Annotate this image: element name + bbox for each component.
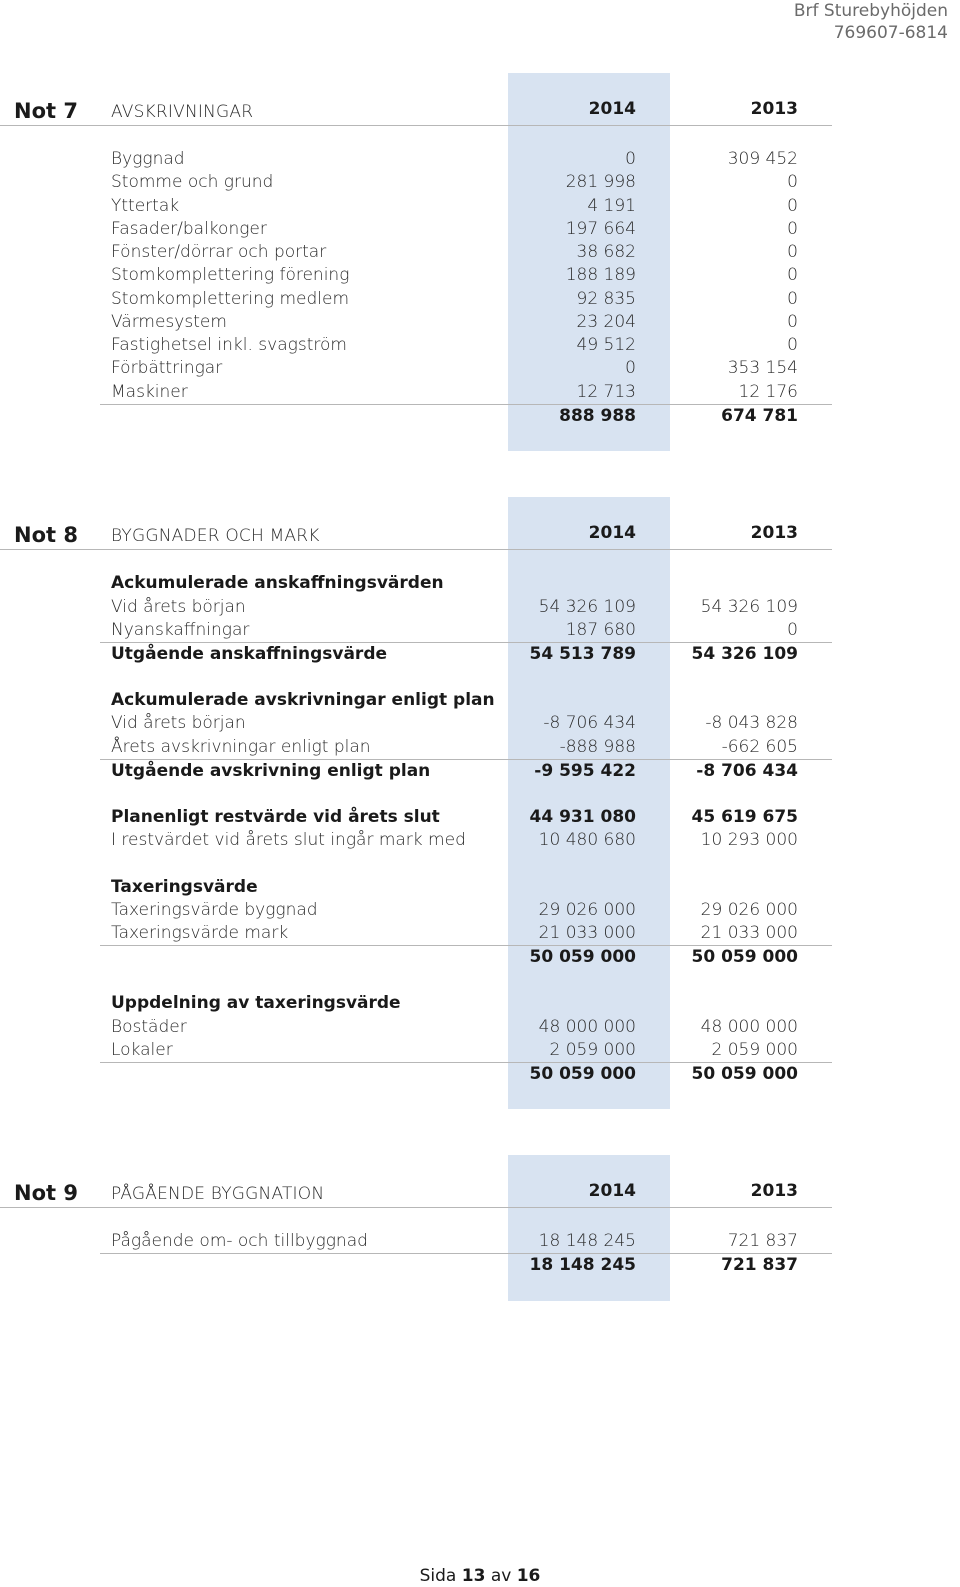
- row-label: Fastighetsel inkl. svagström: [111, 335, 347, 355]
- org-name: Brf Sturebyhöjden: [793, 1, 948, 21]
- row-value-2013: -662 605: [721, 737, 798, 757]
- row-label: I restvärdet vid årets slut ingår mark med: [111, 830, 466, 850]
- row-value-2013: -8 043 828: [705, 713, 798, 733]
- row-label: Stomme och grund: [111, 172, 274, 192]
- row-value-2013: 309 452: [727, 149, 798, 169]
- row-label: Utgående avskrivning enligt plan: [111, 761, 431, 781]
- row-label: Taxeringsvärde mark: [111, 923, 289, 943]
- row-value-2013: 0: [787, 289, 798, 309]
- org-number: 769607-6814: [833, 23, 948, 43]
- note7-year-2013: 2013: [750, 99, 798, 119]
- row-label: Planenligt restvärde vid årets slut: [111, 807, 440, 827]
- note9-year-2014: 2014: [588, 1181, 636, 1201]
- row-value-2013: 0: [787, 196, 798, 216]
- row-value-2013: 0: [787, 312, 798, 332]
- note7-title: AVSKRIVNINGAR: [111, 102, 254, 122]
- row-value-2013: 12 176: [738, 382, 798, 402]
- tax-value-total-2013: 50 059 000: [691, 947, 798, 967]
- row-value-2014: 48 000 000: [538, 1017, 636, 1037]
- row-label: Yttertak: [111, 196, 180, 216]
- row-value-2014: 12 713: [576, 382, 636, 402]
- note8-label: Not 8: [14, 523, 78, 547]
- note9-label: Not 9: [14, 1181, 78, 1205]
- row-label: Vid årets början: [111, 713, 246, 733]
- page-footer: [0, 1565, 960, 1587]
- row-label: Fasader/balkonger: [111, 219, 267, 239]
- footer-separator: av: [490, 1566, 512, 1586]
- row-label: Årets avskrivningar enligt plan: [111, 737, 371, 757]
- row-value-2013: 54 326 109: [691, 644, 798, 664]
- row-value-2014: 18 148 245: [538, 1231, 636, 1251]
- row-value-2013: 45 619 675: [691, 807, 798, 827]
- row-value-2013: 0: [787, 219, 798, 239]
- note9-total-2013: 721 837: [721, 1255, 798, 1275]
- row-label: Utgående anskaffningsvärde: [111, 644, 388, 664]
- footer-page-total: 16: [516, 1566, 541, 1586]
- row-value-2013: 721 837: [727, 1231, 798, 1251]
- note9-highlight-column: [508, 1155, 670, 1301]
- row-value-2013: 29 026 000: [700, 900, 798, 920]
- row-value-2014: 54 513 789: [529, 644, 636, 664]
- row-value-2014: 49 512: [576, 335, 636, 355]
- row-label: Fönster/dörrar och portar: [111, 242, 327, 262]
- note7-label: Not 7: [14, 99, 78, 123]
- note7-total-2013: 674 781: [721, 406, 798, 426]
- row-label: Nyanskaffningar: [111, 620, 250, 640]
- row-value-2014: 10 480 680: [538, 830, 636, 850]
- row-value-2013: 0: [787, 265, 798, 285]
- row-value-2013: 0: [787, 242, 798, 262]
- row-value-2014: 4 191: [587, 196, 636, 216]
- row-value-2014: 21 033 000: [538, 923, 636, 943]
- row-value-2014: 281 998: [565, 172, 636, 192]
- row-value-2014: 188 189: [565, 265, 636, 285]
- row-value-2013: 2 059 000: [711, 1040, 798, 1060]
- row-value-2014: 0: [625, 149, 636, 169]
- tax-value-total-2014: 50 059 000: [529, 947, 636, 967]
- row-label: Bostäder: [111, 1017, 187, 1037]
- note8-year-2013: 2013: [750, 523, 798, 543]
- row-value-2014: -8 706 434: [543, 713, 636, 733]
- row-label: Vid årets början: [111, 597, 246, 617]
- note7-total-2014: 888 988: [559, 406, 636, 426]
- page-header: [794, 0, 948, 44]
- note8-header-rule: [0, 549, 832, 550]
- row-value-2013: -8 706 434: [696, 761, 798, 781]
- row-label: Pågående om- och tillbyggnad: [111, 1231, 368, 1251]
- row-value-2013: 0: [787, 172, 798, 192]
- tax-value-heading: Taxeringsvärde: [111, 877, 258, 897]
- row-value-2013: 54 326 109: [700, 597, 798, 617]
- row-value-2013: 0: [787, 335, 798, 355]
- row-value-2013: 353 154: [727, 358, 798, 378]
- row-value-2014: 38 682: [576, 242, 636, 262]
- row-label: Taxeringsvärde byggnad: [111, 900, 318, 920]
- row-value-2014: -888 988: [559, 737, 636, 757]
- row-label: Stomkomplettering medlem: [111, 289, 350, 309]
- row-label: Värmesystem: [111, 312, 227, 332]
- tax-split-total-2014: 50 059 000: [529, 1064, 636, 1084]
- note7-year-2014: 2014: [588, 99, 636, 119]
- note7-header-rule: [0, 125, 832, 126]
- row-label: Maskiner: [111, 382, 188, 402]
- tax-split-heading: Uppdelning av taxeringsvärde: [111, 993, 401, 1013]
- tax-split-total-2013: 50 059 000: [691, 1064, 798, 1084]
- note8-year-2014: 2014: [588, 523, 636, 543]
- row-value-2014: 29 026 000: [538, 900, 636, 920]
- row-value-2013: 48 000 000: [700, 1017, 798, 1037]
- row-label: Stomkomplettering förening: [111, 265, 350, 285]
- row-label: Byggnad: [111, 149, 185, 169]
- row-value-2014: 2 059 000: [549, 1040, 636, 1060]
- row-value-2014: 187 680: [565, 620, 636, 640]
- note9-total-2014: 18 148 245: [529, 1255, 636, 1275]
- note9-year-2013: 2013: [750, 1181, 798, 1201]
- row-value-2014: 23 204: [576, 312, 636, 332]
- row-value-2014: 92 835: [576, 289, 636, 309]
- row-value-2014: 44 931 080: [529, 807, 636, 827]
- footer-prefix: Sida: [419, 1566, 457, 1586]
- footer-page-number: 13: [461, 1566, 486, 1586]
- row-value-2014: 0: [625, 358, 636, 378]
- acquisition-heading: Ackumulerade anskaffningsvärden: [111, 573, 444, 593]
- row-value-2013: 0: [787, 620, 798, 640]
- row-value-2014: 54 326 109: [538, 597, 636, 617]
- row-value-2014: 197 664: [565, 219, 636, 239]
- row-value-2014: -9 595 422: [534, 761, 636, 781]
- note9-title: PÅGÅENDE BYGGNATION: [111, 1184, 325, 1204]
- row-label: Lokaler: [111, 1040, 173, 1060]
- row-label: Förbättringar: [111, 358, 223, 378]
- row-value-2013: 21 033 000: [700, 923, 798, 943]
- note8-title: BYGGNADER OCH MARK: [111, 526, 320, 546]
- note9-header-rule: [0, 1207, 832, 1208]
- depreciation-heading: Ackumulerade avskrivningar enligt plan: [111, 690, 495, 710]
- row-value-2013: 10 293 000: [700, 830, 798, 850]
